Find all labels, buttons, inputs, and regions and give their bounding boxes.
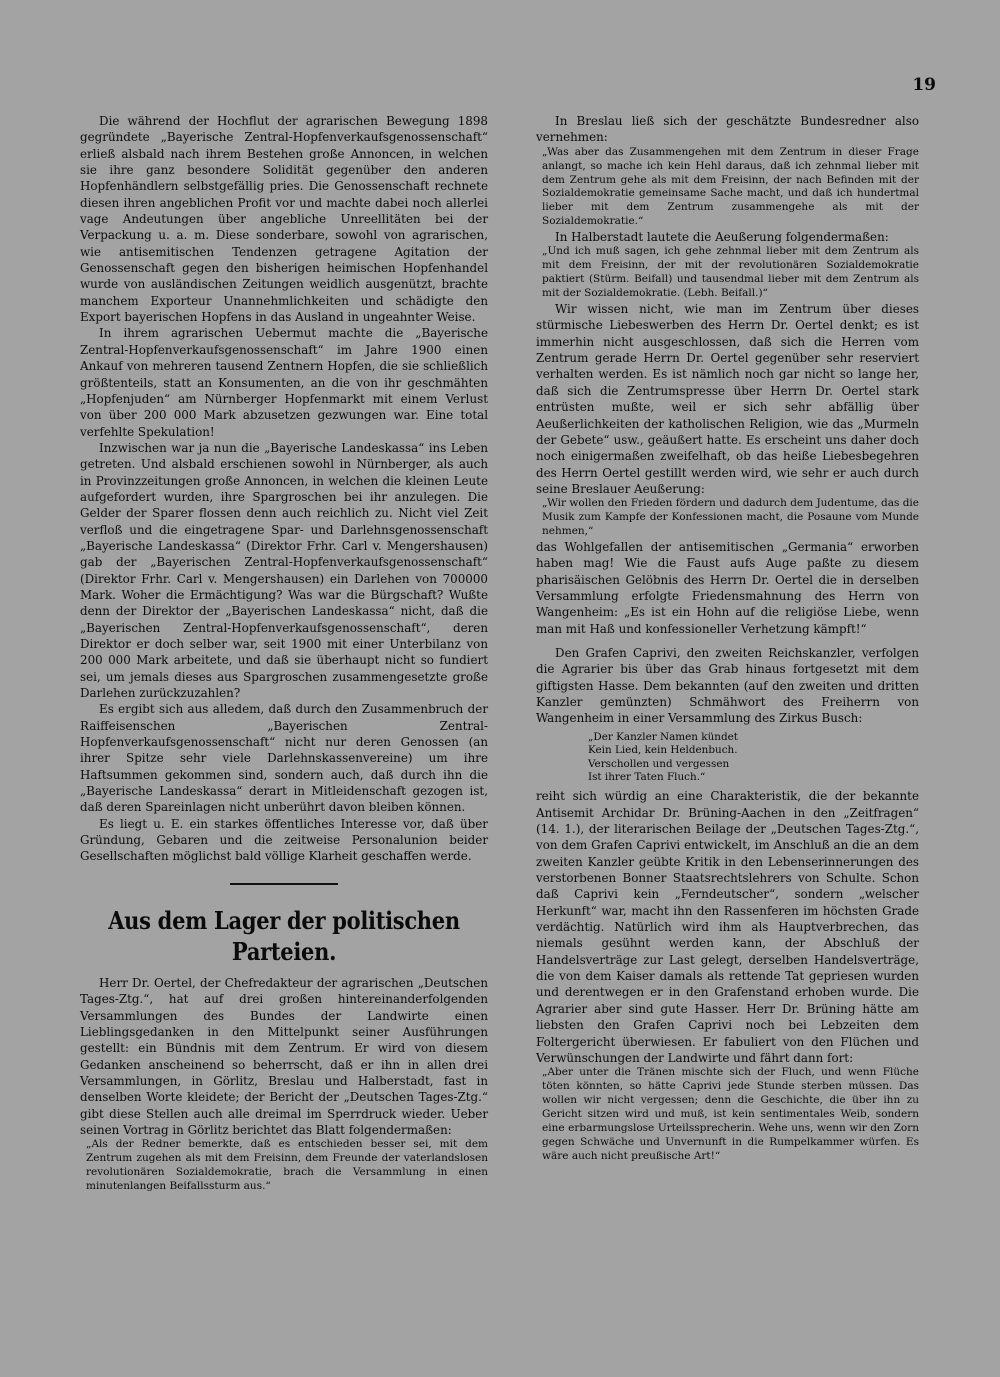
poem-line: Kein Lied, kein Heldenbuch. [588,744,738,757]
article-paragraph: Die während der Hochflut der agrarischen Bewegung 1898 gegründete „Bayerische Zentral-Hopfenverkaufsgenossenschaft“ erließ alsbald nach ihrem Bestehen große Annoncen, in welchen sie ihre ganz besondere Solidität gegenüber den anderen Hopfenhändlern selbstgefällig pries. Die Genossenschaft rechnete diesen ihren angeblichen Profit vor und machte dabei noch allerlei vage Andeutungen über angebliche Unreellitäten bei der Verpackung u. a. m. Diese sonderbare, sowohl von agrarischen, wie antisemitischen Tendenzen getragene Agitation der Genossenschaft gegen den bisherigen heimischen Hopfenhandel wurde von ausländischen Zeitungen weidlich ausgenützt, brachte manchem Exporteur Unannehmlichkeiten und schädigte den Export bayerischen Hopfens in das Ausland in ungeahnter Weise. [80,114,488,325]
article-paragraph: Inzwischen war ja nun die „Bayerische Landeskassa“ ins Leben getreten. Und alsbald erschienen sowohl in Nürnberger, als auch in Provinzzeitungen große Annoncen, in welchen die kleinen Leute aufgefordert wurden, ihre Spargroschen bei ihr anzulegen. Die Gelder der Sparer flossen denn auch reichlich zu. Nicht viel Zeit verfloß und die eingetragene Spar- und Darlehnsgenossenschaft „Bayerische Landeskassa“ (Direktor Frhr. Carl v. Mengershausen) gab der „Bayerischen Zentral-Hopfenverkaufsgenossenschaft“ (Direktor Frhr. Carl v. Mengershausen) ein Darlehen von 700000 Mark. Woher die Ermächtigung? Was war die Bürgschaft? Wußte denn der Direktor der „Bayerischen Landeskassa“ nicht, daß die „Bayerischen Zentral-Hopfenverkaufsgenossenschaft“, deren Direktor er doch selber war, seit 1900 mit einer Unterbilanz von 200 000 Mark arbeitete, und daß sie überhaupt nicht so fundiert sei, um jemals dieses aus Spargroschen zusammengesetzte große Darlehen zurückzuzahlen? [80,440,488,701]
left-column [80,113,488,1194]
breslau-intro: In Breslau ließ sich der geschätzte Bundesredner also vernehmen: [536,114,919,145]
poem-line: Verschollen und vergessen [588,757,730,770]
article-paragraph: Den Grafen Caprivi, den zweiten Reichskanzler, verfolgen die Agrarier bis über das Grab hinaus fortgesetzt mit dem giftigsten Hasse. Dem bekannten (auf den zweiten und dritten Kanzler gemünzten) Schmähwort des Freiherrn von Wangenheim in einer Versammlung des Zirkus Busch: [536,646,919,726]
poem-quote [536,731,919,785]
section-paragraph: Herr Dr. Oertel, der Chefredakteur der agrarischen „Deutschen Tages-Ztg.“, hat auf drei großen hintereinanderfolgenden Versammlungen des Bundes der Landwirte einen Lieblingsgedanken in den Mittelpunkt seiner Ausführungen gestellt: ein Bündnis mit dem Zentrum. Er wird von diesem Gedanken anscheinend so beherrscht, daß er ihn in allen drei Versammlungen, in Görlitz, Breslau und Halberstadt, fast in denselben Worte kleidete; der Bericht der „Deutschen Tages-Ztg.“ gibt diese Stellen auch alle dreimal im Sperrdruck wieder. Ueber seinen Vortrag in Görlitz berichtet das Blatt folgendermaßen: [80,975,488,1137]
article-paragraph: Es ergibt sich aus alledem, daß durch den Zusammenbruch der Raiffeisenschen „Bayerischen Zentral-Hopfenverkaufsgenossenschaft“ nicht nur deren Genossen (an ihrer Spitze sehr viele Darlehnskassenvereine) um ihre Haftsummen gekommen sind, sondern auch, daß durch ihn die „Bayerische Landeskassa“ derart in Mitleidenschaft gezogen ist, daß deren Spareinlagen nicht unberührt davon bleiben können. [80,702,488,815]
quote-goerlitz: „Als der Redner bemerkte, daß es entschieden besser sei, mit dem Zentrum zugehen als mit dem Freisinn, dem Freunde der vaterlandslosen revolutionären Sozialdemokratie, brach die Versammlung in einen minutenlangen Beifallssturm aus.“ [86,1138,488,1192]
article-paragraph: reiht sich würdig an eine Charakteristik, die der bekannte Antisemit Archidar Dr. Brüning-Aachen in den „Zeitfragen“ (14. 1.), der literarischen Beilage der „Deutschen Tages-Ztg.“, von dem Grafen Caprivi entwickelt, im Anschluß an die an dem zweiten Kanzler geübte Kritik in den Lebenserinnerungen des verstorbenen Bonner Staatsrechtslehrers von Schulte. Schon daß Caprivi kein „Ferndeutscher“, sondern „welscher Herkunft“ war, macht ihn den Rassenferen im höchsten Grade verdächtig. Natürlich wird ihm als Hauptverbrechen, das niemals gesühnt werden kann, der Abschluß der Handelsverträge zur Last gelegt, derselben Handelsverträge, die von dem Kaiser damals als rettende Tat gepriesen wurden und derentwegen er in den Grafenstand erhoben wurde. Die Agrarier aber sind gute Hasser. Herr Dr. Brüning hätte am liebsten den Grafen Caprivi noch bei Lebzeiten dem Foltergericht überwiesen. Er fabuliert von den Flüchen und Verwünschungen der Landwirte und fährt dann fort: [536,789,919,1065]
section-divider [230,883,338,885]
right-column [536,113,919,1164]
halberstadt-intro: In Halberstadt lautete die Aeußerung folgendermaßen: [555,230,889,245]
article-paragraph: Es liegt u. E. ein starkes öffentliches Interesse vor, daß über Gründung, Gebaren und die zeitweise Personalunion beider Gesellschaften möglichst bald völlige Klarheit geschaffen werde. [80,816,488,864]
quote-halberstadt: „Und ich muß sagen, ich gehe zehnmal lieber mit dem Zentrum als mit dem Freisinn, der mit der revolutionären Sozialdemokratie paktiert (Stürm. Beifall) und tausendmal lieber mit dem Zentrum als mit der Sozialdemokratie. (Lebh. Beifall.)“ [542,245,919,300]
article-paragraph: Wir wissen nicht, wie man im Zentrum über dieses stürmische Liebeswerben des Herrn Dr. Oertel denkt; es ist immerhin nicht ausgeschlossen, daß sich die Herren vom Zentrum gerade Herrn Dr. Oertel gegenüber sehr reserviert verhalten werden. Es ist nämlich noch gar nicht so lange her, daß sich die Zentrumspresse über Herrn Dr. Oertel stark entrüsten mußte, weil er sich sehr abfällig über Aeußerlichkeiten der katholischen Religion, wie das „Murmeln der Gebete“ usw., geäußert hatte. Es erscheint uns daher doch noch einigermaßen zweifelhaft, ob das heiße Liebesbegehren des Herrn Oertel gestillt werden wird, wie sehr er auch durch seine Breslauer Aeußerung: [536,302,919,496]
article-paragraph: In ihrem agrarischen Uebermut machte die „Bayerische Zentral-Hopfenverkaufsgenossenschaft“ im Jahre 1900 einen Ankauf von mehreren tausend Zentnern Hopfen, die sie schließlich größtenteils, statt an Konsumenten, an die von ihr geschmähten „Hopfenjuden“ am Nürnberger Hopfenmarkt mit einem Verlust von über 200 000 Mark abzusetzen gezwungen war. Eine total verfehlte Spekulation! [80,326,488,439]
poem-line: Ist ihrer Taten Fluch.“ [588,770,706,783]
section-heading: Aus dem Lager der politischen Parteien. [108,905,460,966]
article-paragraph: das Wohlgefallen der antisemitischen „Germania“ erworben haben mag! Wie die Faust aufs Auge paßte zu diesem pharisäischen Gelöbnis des Herrn Dr. Oertel die in derselben Versammlung erfolgte Friedensmahnung des Herrn von Wangenheim: „Es ist ein Hohn auf die religiöse Liebe, wenn man mit Haß und konfessioneller Verhetzung kämpft!“ [536,539,919,636]
quote-breslau: „Was aber das Zusammengehen mit dem Zentrum in dieser Frage anlangt, so mache ich kein Hehl daraus, daß ich zehnmal lieber mit dem Zentrum gehe als mit dem Freisinn, der nach Befinden mit der Sozialdemokratie gemeinsame Sache macht, und daß ich hundertmal lieber mit dem Zentrum zusammengehe als mit der Sozialdemokratie.“ [542,145,919,228]
quote-final: „Aber unter die Tränen mischte sich der Fluch, und wenn Flüche töten könnten, so hätte Caprivi jede Stunde sterben müssen. Das wollen wir nicht vergessen; denn die Geschichte, die über ihn zu Gericht sitzen wird und muß, ist kein sentimentales Weib, sondern eine erbarmungslose Urteilssprecherin. Wehe uns, wenn wir den Zorn gegen Schwäche und Unvernunft in die Rumpelkammer würfen. Es wäre auch nicht preußische Art!“ [542,1066,919,1162]
quote-frieden: „Wir wollen den Frieden fördern und dadurch dem Judentume, das die Musik zum Kampfe der Konfessionen macht, die Posaune vom Munde nehmen,“ [542,497,919,538]
poem-line: „Der Kanzler Namen kündet [588,730,738,743]
page-number: 19 [912,75,936,95]
